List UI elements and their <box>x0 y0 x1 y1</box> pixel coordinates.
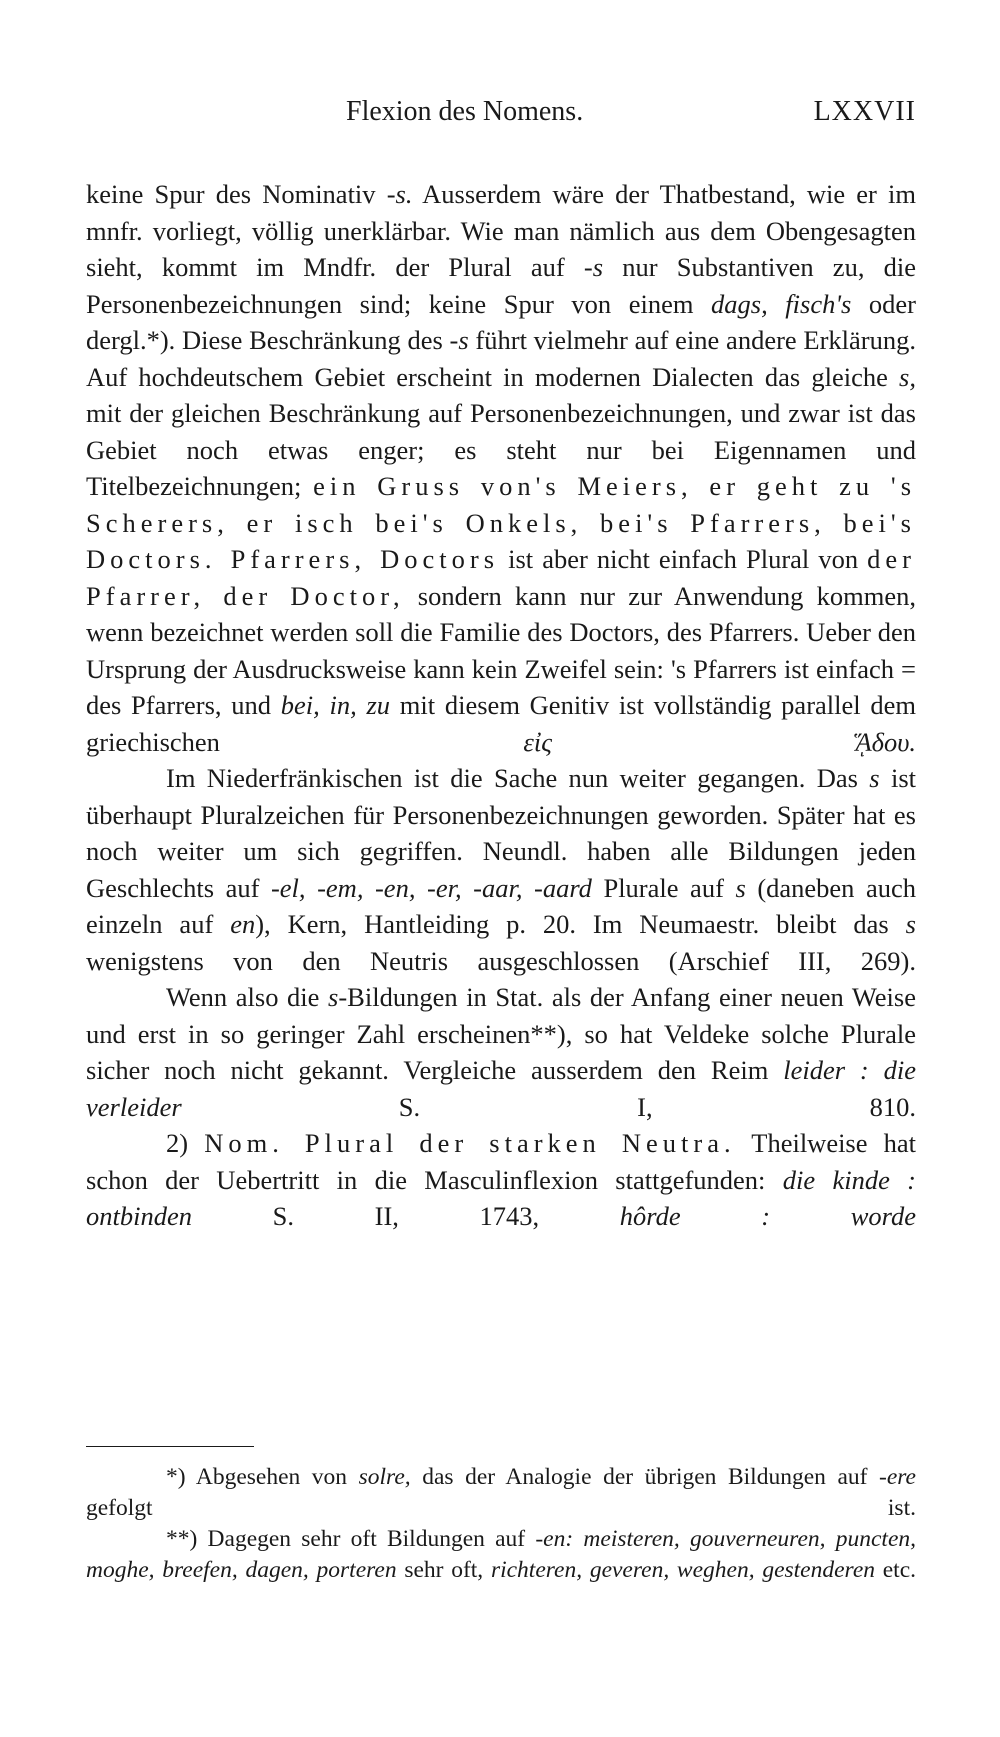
text-run: Wenn also die <box>166 982 329 1012</box>
paragraph <box>86 176 916 760</box>
paragraph <box>86 760 916 979</box>
italic-text: richteren, geveren, weghen, gestenderen <box>490 1557 875 1583</box>
footnotes <box>86 1462 916 1586</box>
footnote <box>86 1462 916 1524</box>
footnote-separator <box>86 1446 254 1447</box>
running-title: Flexion des Nomens. <box>346 96 584 127</box>
text-run: Im Niederfränkischen ist die Sache nun weiter gegangen. Das <box>166 763 870 793</box>
text-run: ist überhaupt Pluralzeichen für Personenbezeichnungen geworden. Später hat es noch weiter um sich gegriffen. Neundl. haben alle Bildungen jeden Geschlechts auf <box>86 763 916 903</box>
text-run: Ausserdem wäre der Thatbestand, wie er im mnfr. vorliegt, völlig unerklärbar. Wie man nämlich aus dem Obengesagten sieht, kommt im Mndfr. der Plural auf <box>86 179 916 282</box>
italic-text: fisch's <box>785 288 852 319</box>
text-run: führt vielmehr auf eine andere Erklärung. Auf hochdeutschem Gebiet erscheint in modernen Dialecten das gleiche <box>86 325 916 392</box>
italic-text: solre, <box>358 1464 411 1490</box>
italic-text: -s <box>583 252 604 282</box>
italic-text: -s. <box>386 179 413 209</box>
text-run: *) Abgesehen von <box>166 1464 359 1490</box>
italic-text: leider : die verleider <box>86 1055 916 1122</box>
italic-text: -en: meisteren, gouverneuren, puncten, moghe, breefen, dagen, porteren <box>86 1526 917 1583</box>
paragraph <box>86 979 916 1125</box>
italic-text: s <box>869 763 880 793</box>
spaced-text: Nom. Plural der starken Neutra. <box>204 1128 736 1158</box>
italic-text: bei, in, zu <box>280 690 391 720</box>
text-run: wenigstens von den Neutris ausgeschlossen (Arschief III, 269). <box>86 945 916 976</box>
text-run: S. I, 810. <box>181 1091 916 1122</box>
italic-text: s <box>905 909 916 939</box>
text-run: nur Substantiven zu, die Personenbezeichnungen sind; keine Spur von einem <box>86 252 916 319</box>
italic-text: en <box>230 909 256 939</box>
text-run: ist aber nicht einfach Plural von <box>499 544 868 574</box>
text-run <box>768 289 786 319</box>
text-run: Theilweise hat schon der Uebertritt in die Masculinflexion stattgefunden: <box>86 1128 916 1195</box>
text-run: etc. <box>875 1557 917 1583</box>
text-run: mit der gleichen Beschränkung auf Personenbezeichnungen, und zwar ist das Gebiet noch etwas enger; es steht nur bei Eigennamen und Titelbezeichnungen; <box>86 398 916 501</box>
footnote <box>86 1524 916 1586</box>
text-run: sehr oft, <box>396 1557 491 1583</box>
page-header <box>86 96 916 144</box>
paragraph <box>86 1125 916 1235</box>
text-run: mit diesem Genitiv ist vollständig parallel dem griechischen <box>86 690 916 757</box>
text-run: Plurale auf <box>591 872 736 903</box>
italic-text: s, <box>899 361 916 392</box>
text-run: oder dergl.*). Diese Beschränkung des <box>86 288 916 355</box>
text-run: -Bildungen in Stat. als der Anfang einer neuen Weise und erst in so geringer Zahl erscheinen**), so hat Veldeke solche Plurale sicher noch nicht gekannt. Vergleiche ausserdem den Reim <box>86 982 916 1085</box>
italic-text: -el, -em, -en, -er, -aar, -aard <box>270 872 592 903</box>
text-run: 2) <box>166 1128 205 1158</box>
text-run: S. II, 1743, <box>192 1201 620 1231</box>
italic-text: dags, <box>711 288 768 319</box>
italic-text: εἰς ᾍδου. <box>523 726 916 757</box>
spaced-text: ein Gruss von's Meiers, er geht zu 's Scherers, er isch bei's Onkels, bei's Pfarrers, bei's Doctors. Pfarrers, Doctors <box>86 471 917 574</box>
italic-text: s <box>328 982 339 1012</box>
page-number: LXXVII <box>813 96 916 127</box>
italic-text: -ere <box>879 1464 916 1490</box>
text-run: gefolgt ist. <box>86 1495 916 1521</box>
main-text <box>86 176 916 1235</box>
text-run: (daneben auch einzeln auf <box>86 872 917 939</box>
text-run: **) Dagegen sehr oft Bildungen auf <box>166 1526 536 1552</box>
italic-text: hôrde : worde <box>619 1201 916 1231</box>
text-run: ), Kern, Hantleiding p. 20. Im Neumaestr. bleibt das <box>255 909 906 939</box>
italic-text: s <box>735 872 746 903</box>
text-run: sondern kann nur zur Anwendung kommen, wenn bezeichnet werden soll die Familie des Doctors, des Pfarrers. Ueber den Ursprung der Ausdrucksweise kann kein Zweifel sein: 's Pfarrers ist einfach = des Pfarrers, und <box>86 580 916 720</box>
text-run: keine Spur des Nominativ <box>86 179 387 209</box>
italic-text: die kinde : ontbinden <box>86 1164 916 1231</box>
italic-text: -s <box>449 325 469 355</box>
spaced-text: der Pfarrer, der Doctor, <box>86 544 916 611</box>
text-run: das der Analogie der übrigen Bildungen auf <box>410 1464 880 1490</box>
